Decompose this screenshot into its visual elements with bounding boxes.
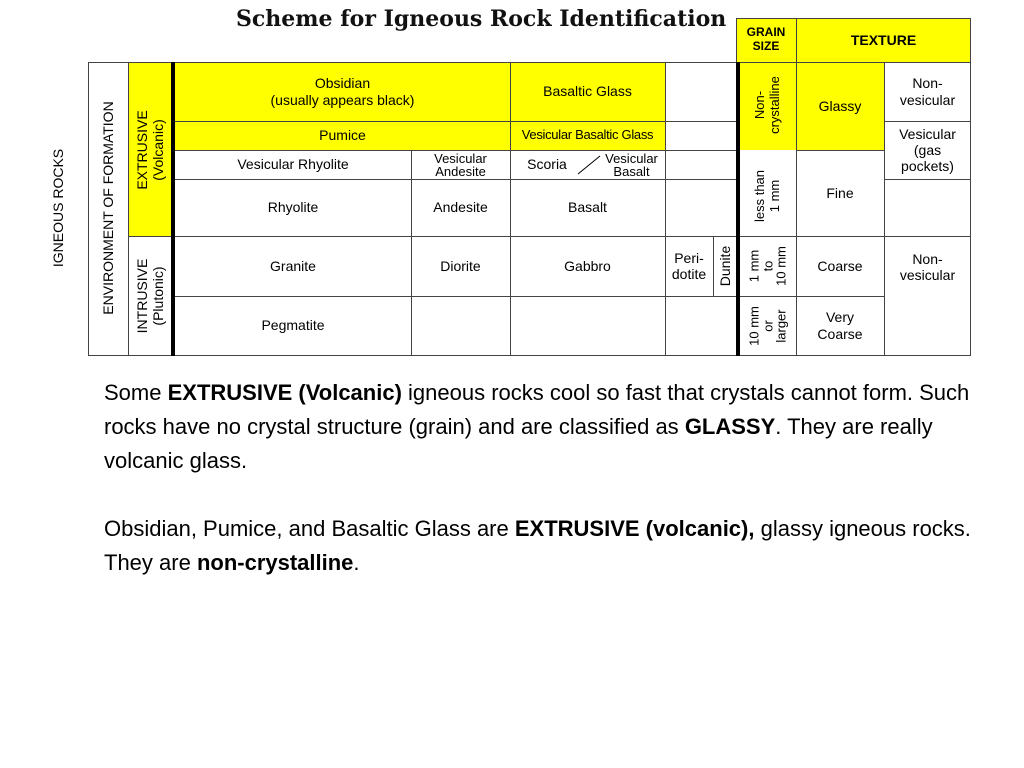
texture-fine: Fine bbox=[826, 184, 854, 201]
grain-10mm-or-larger: 10 mm or larger bbox=[746, 306, 789, 346]
rock-basaltic-glass: Basaltic Glass bbox=[543, 83, 632, 100]
rock-vesicular-andesite: Vesicular Andesite bbox=[434, 150, 487, 179]
rock-andesite: Andesite bbox=[433, 199, 488, 216]
extrusive-label: EXTRUSIVE (Volcanic) bbox=[133, 110, 166, 190]
rock-scoria: Scoria bbox=[527, 156, 567, 173]
texture-glassy: Glassy bbox=[818, 97, 862, 114]
grain-1-to-10mm: 1 mm to 10 mm bbox=[746, 246, 789, 286]
texture-nonvesicular-glassy: Non- vesicular bbox=[899, 75, 956, 108]
grain-size-header: GRAIN SIZE bbox=[746, 25, 786, 53]
rock-pumice: Pumice bbox=[319, 127, 366, 144]
intrusive-label: INTRUSIVE (Plutonic) bbox=[133, 258, 166, 334]
paragraph-extrusive: Some EXTRUSIVE (Volcanic) igneous rocks cool so fast that crystals cannot form. Such rocks have no crystal structure (grain) and are classified as GLASSY. They are really volcanic glass. bbox=[104, 380, 970, 473]
rock-pegmatite: Pegmatite bbox=[261, 317, 325, 334]
rock-diorite: Diorite bbox=[440, 257, 481, 274]
paragraph-glassy-rocks: Obsidian, Pumice, and Basaltic Glass are EXTRUSIVE (volcanic), glassy igneous rocks. They are non-crystalline. bbox=[104, 516, 971, 575]
rock-peridotite: Peri- dotite bbox=[671, 249, 707, 282]
texture-header: TEXTURE bbox=[850, 31, 917, 48]
rock-granite: Granite bbox=[270, 257, 316, 274]
environment-of-formation-label: ENVIRONMENT OF FORMATION bbox=[99, 101, 116, 315]
rock-obsidian: Obsidian (usually appears black) bbox=[270, 75, 415, 108]
texture-vesicular: Vesicular (gas pockets) bbox=[899, 125, 956, 175]
rock-rhyolite: Rhyolite bbox=[267, 199, 319, 216]
rock-vesicular-rhyolite: Vesicular Rhyolite bbox=[237, 156, 349, 173]
rock-dunite: Dunite bbox=[716, 245, 733, 287]
rock-gabbro: Gabbro bbox=[564, 257, 611, 274]
texture-nonvesicular: Non- vesicular bbox=[899, 250, 956, 283]
rock-basalt: Basalt bbox=[568, 199, 607, 216]
grain-noncrystalline: Non- crystalline bbox=[752, 76, 782, 134]
grain-less-than-1mm: less than 1 mm bbox=[752, 169, 782, 223]
texture-very-coarse: Very Coarse bbox=[817, 309, 863, 342]
page-title: Scheme for Igneous Rock Identification bbox=[236, 6, 727, 32]
igneous-rocks-label: IGNEOUS ROCKS bbox=[49, 148, 66, 268]
texture-coarse: Coarse bbox=[817, 257, 863, 274]
rock-vesicular-basalt: Vesicular Basalt bbox=[605, 150, 658, 179]
rock-vesicular-basaltic-glass: Vesicular Basaltic Glass bbox=[521, 127, 654, 143]
